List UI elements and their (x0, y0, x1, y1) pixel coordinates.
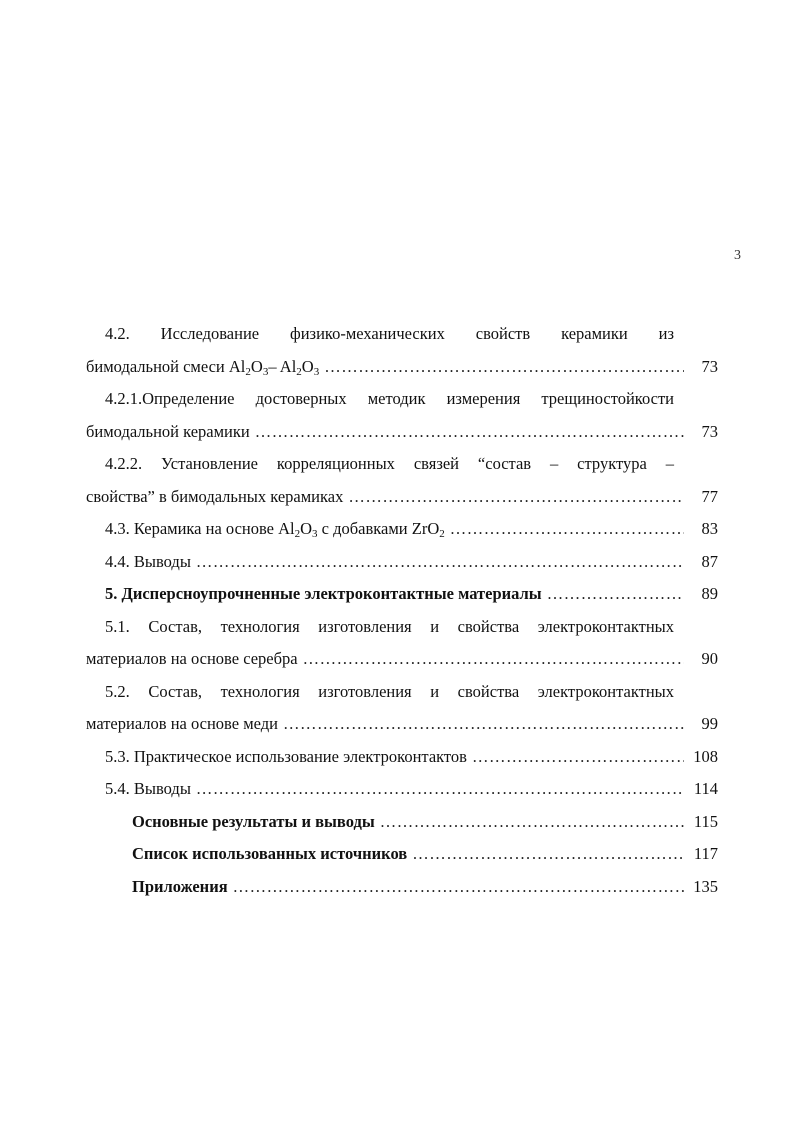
toc-page-number: 89 (701, 584, 718, 603)
toc-page-number: 87 (701, 551, 718, 571)
toc-page-number: 115 (693, 811, 718, 831)
toc-entry-line (86, 513, 718, 546)
toc-entry-title-continuation: материалов на основе меди (86, 714, 278, 733)
toc-entry-last-line (86, 351, 718, 384)
toc-page-number: 114 (693, 779, 718, 798)
toc-entry-5-2[interactable] (86, 676, 718, 741)
dot-leader (283, 708, 684, 741)
toc-entry-appendices[interactable] (86, 871, 718, 904)
dot-leader (450, 513, 684, 546)
toc-entry-line (86, 741, 718, 774)
table-of-contents (86, 318, 718, 903)
dot-leader (233, 871, 684, 904)
dot-leader (196, 773, 684, 806)
toc-entry-5-3[interactable] (86, 741, 718, 774)
toc-entry-last-line (86, 416, 718, 449)
toc-entry-title: 5.4. Выводы (105, 779, 191, 798)
toc-page-number: 108 (693, 746, 718, 766)
toc-page-number: 77 (701, 486, 718, 506)
toc-entry-line (132, 838, 718, 871)
toc-entry-last-line (86, 643, 718, 676)
toc-entry-line (132, 806, 718, 839)
toc-entry-title: 5.3. Практическое использование электроконтактов (105, 746, 467, 766)
toc-entry-title-line: 5.1. Состав, технология изготовления и свойства электроконтактных (105, 616, 674, 636)
toc-page-number: 73 (701, 356, 718, 376)
toc-entry-last-line (86, 708, 718, 741)
toc-page-number: 99 (701, 714, 718, 733)
toc-page-number: 117 (693, 844, 718, 863)
dot-leader (255, 416, 684, 449)
toc-entry-4-2[interactable] (86, 318, 718, 383)
toc-entry-title-line: 4.2. Исследование физико-механических свойств керамики из (105, 324, 674, 343)
dot-leader (380, 806, 684, 839)
toc-entry-references[interactable] (86, 838, 718, 871)
dot-leader (547, 578, 684, 611)
toc-entry-title: Приложения (132, 876, 228, 896)
dot-leader (472, 741, 684, 774)
toc-entry-4-4[interactable] (86, 546, 718, 579)
toc-entry-last-line (86, 481, 718, 514)
toc-entry-title-line: 4.2.1.Определение достоверных методик измерения трещиностойкости (105, 389, 674, 408)
dot-leader (348, 481, 684, 514)
toc-page-number: 90 (701, 649, 718, 668)
dot-leader (303, 643, 684, 676)
toc-entry-4-3[interactable] (86, 513, 718, 546)
toc-entry-line (132, 871, 718, 904)
page-number: 3 (734, 248, 741, 263)
toc-entry-title-line: 4.2.2. Установление корреляционных связей “состав – структура – (105, 454, 674, 473)
dot-leader (324, 351, 684, 384)
toc-entry-title: 5. Дисперсноупрочненные электроконтактные материалы (105, 584, 542, 603)
dot-leader (412, 838, 684, 871)
toc-entry-title: 4.4. Выводы (105, 551, 191, 571)
toc-page-number: 135 (693, 876, 718, 896)
toc-entry-5[interactable] (86, 578, 718, 611)
toc-entry-5-4[interactable] (86, 773, 718, 806)
toc-entry-line (86, 546, 718, 579)
toc-page-number: 83 (701, 519, 718, 538)
toc-entry-4-2-2[interactable] (86, 448, 718, 513)
dot-leader (196, 546, 684, 579)
toc-entry-title: 4.3. Керамика на основе $Al_2O_3$ с добавками ZrO$_2$ (105, 519, 445, 540)
toc-entry-4-2-1[interactable] (86, 383, 718, 448)
toc-entry-title: Основные результаты и выводы (132, 811, 375, 831)
toc-entry-title-continuation: свойства” в бимодальных керамиках (86, 486, 344, 506)
toc-page-number: 73 (701, 421, 718, 441)
toc-entry-title-continuation: материалов на основе серебра (86, 649, 298, 668)
toc-entry-5-1[interactable] (86, 611, 718, 676)
toc-entry-title: Список использованных источников (132, 844, 408, 863)
toc-entry-line (86, 773, 718, 806)
toc-entry-line (86, 578, 718, 611)
toc-entry-title-line: 5.2. Состав, технология изготовления и свойства электроконтактных (105, 681, 674, 701)
toc-entry-main-results[interactable] (86, 806, 718, 839)
toc-entry-title-continuation: бимодальной керамики (86, 421, 250, 441)
toc-entry-title-continuation: бимодальной смеси $Al_2O_3-$ $Al_2O_3$ (86, 356, 320, 378)
